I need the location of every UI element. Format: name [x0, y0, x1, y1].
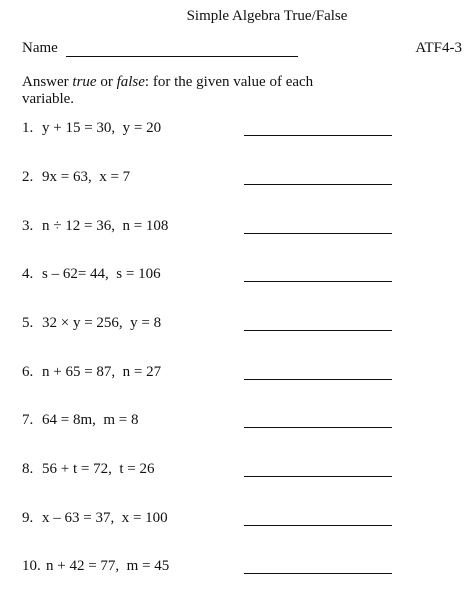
- problem-expression: y + 15 = 30, y = 20: [42, 120, 162, 136]
- problem-number: 3.: [22, 218, 34, 234]
- problem-number: 2.: [22, 169, 34, 185]
- problem-number: 1.: [22, 120, 34, 136]
- instructions-word-false: false: [116, 74, 145, 90]
- problem-4: [22, 266, 452, 288]
- answer-blank-line[interactable]: [244, 233, 392, 234]
- instructions: [22, 74, 342, 108]
- problem-expression: 9x = 63, x = 7: [42, 169, 131, 185]
- worksheet-code: ATF4-3: [415, 40, 462, 56]
- problem-9: [22, 510, 452, 532]
- problem-5: [22, 315, 452, 337]
- name-row: [22, 40, 462, 60]
- answer-blank-line[interactable]: [244, 135, 392, 136]
- instructions-after: : for the given value of each variable.: [22, 74, 314, 107]
- answer-blank-line[interactable]: [244, 525, 392, 526]
- answer-blank-line[interactable]: [244, 476, 392, 477]
- answer-blank-line[interactable]: [244, 573, 392, 574]
- answer-blank-line[interactable]: [244, 330, 392, 331]
- problem-number: 10.: [22, 558, 41, 574]
- problem-10: [22, 558, 452, 580]
- problem-expression: 56 + t = 72, t = 26: [42, 461, 155, 477]
- problem-expression: n ÷ 12 = 36, n = 108: [42, 218, 169, 234]
- problem-expression: s – 62= 44, s = 106: [42, 266, 161, 282]
- instructions-before: Answer: [22, 74, 73, 90]
- instructions-word-true: true: [72, 74, 97, 90]
- problem-6: [22, 364, 452, 386]
- problem-3: [22, 218, 452, 240]
- problem-1: [22, 120, 452, 142]
- problem-number: 8.: [22, 461, 34, 477]
- problem-7: [22, 412, 452, 434]
- problem-expression: n + 42 = 77, m = 45: [46, 558, 170, 574]
- problem-8: [22, 461, 452, 483]
- problem-number: 6.: [22, 364, 34, 380]
- name-blank-line[interactable]: [66, 56, 298, 57]
- instructions-middle: or: [96, 74, 117, 90]
- problem-expression: 64 = 8m, m = 8: [42, 412, 139, 428]
- problem-number: 4.: [22, 266, 34, 282]
- problem-2: [22, 169, 452, 191]
- problem-expression: x – 63 = 37, x = 100: [42, 510, 168, 526]
- worksheet-title: Simple Algebra True/False: [186, 8, 348, 24]
- problem-expression: 32 × y = 256, y = 8: [42, 315, 162, 331]
- problem-number: 9.: [22, 510, 34, 526]
- problem-number: 5.: [22, 315, 34, 331]
- problem-number: 7.: [22, 412, 34, 428]
- name-label: Name: [22, 40, 58, 56]
- answer-blank-line[interactable]: [244, 427, 392, 428]
- problem-expression: n + 65 = 87, n = 27: [42, 364, 162, 380]
- answer-blank-line[interactable]: [244, 281, 392, 282]
- answer-blank-line[interactable]: [244, 184, 392, 185]
- answer-blank-line[interactable]: [244, 379, 392, 380]
